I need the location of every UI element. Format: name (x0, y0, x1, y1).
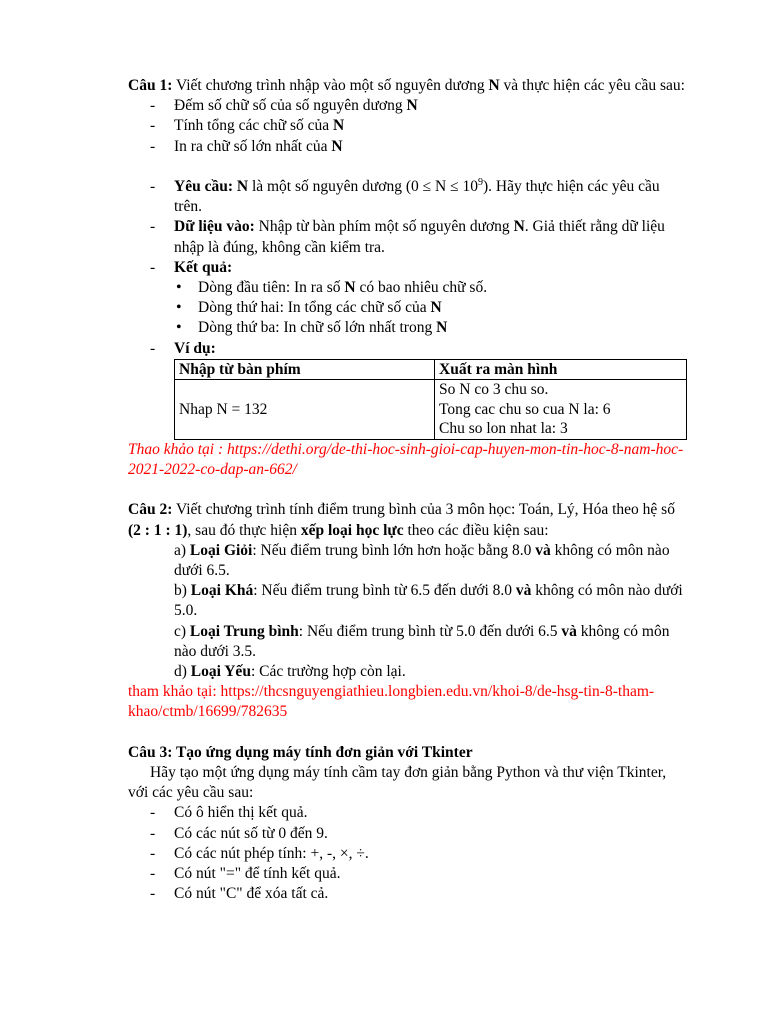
example-table (174, 359, 687, 440)
question-2-statement: Câu 2: Viết chương trình tính điểm trung bình của 3 môn học: Toán, Lý, Hóa theo hệ số (2 : 1 : 1), sau đó thực hiện xếp loại học lực theo các điều kiện sau: (128, 501, 675, 539)
list-item: - Có nút "C" để xóa tất cả. (150, 884, 688, 904)
list-item: • Dòng đầu tiên: In ra số N có bao nhiêu chữ số. (174, 278, 688, 298)
grade-item: a) Loại Giỏi: Nếu điểm trung bình lớn hơn hoặc bằng 8.0 và không có môn nào dưới 6.5. (174, 541, 670, 580)
reference-link-2[interactable]: tham khảo tại: https://thcsnguyengiathieu.longbien.edu.vn/khoi-8/de-hsg-tin-8-tham-khao/ctmb/16699/782635 (128, 683, 655, 721)
list-item: - In ra chữ số lớn nhất của N (150, 137, 688, 157)
table-header-cell: Xuất ra màn hình (435, 359, 687, 380)
document-page (128, 76, 688, 904)
question-3-intro: Hãy tạo một ứng dụng máy tính cầm tay đơn giản bằng Python và thư viện Tkinter, với các yêu cầu sau: (128, 764, 667, 802)
spacer (128, 480, 688, 500)
list-item: - Đếm số chữ số của số nguyên dương N (150, 96, 688, 116)
list-item: - Tính tổng các chữ số của N (150, 116, 688, 136)
question-1-specs (128, 177, 688, 359)
list-item: - Có ô hiển thị kết quả. (150, 803, 688, 823)
list-item: - Có các nút số từ 0 đến 9. (150, 824, 688, 844)
input-item: - Dữ liệu vào: Nhập từ bàn phím một số nguyên dương N. Giả thiết rằng dữ liệu nhập là đúng, không cần kiểm tra. (150, 217, 688, 257)
grade-item: d) Loại Yếu: Các trường hợp còn lại. (174, 663, 406, 681)
spacer (128, 157, 688, 177)
requirement-item: - Yêu cầu: N là một số nguyên dương $(0 \le N \le 10^9)$. Hãy thực hiện các yêu cầu trên. (150, 177, 688, 217)
table-cell-output: So N co 3 chu so. Tong cac chu so cua N la: 6 Chu so lon nhat la: 3 (435, 380, 687, 440)
table-row (175, 380, 687, 440)
reference-link-1[interactable]: Thao khảo tại : https://dethi.org/de-thi-hoc-sinh-gioi-cap-huyen-mon-tin-hoc-8-nam-hoc-2021-2022-co-dap-an-662/ (128, 440, 684, 479)
list-item: - Có nút "=" để tính kết quả. (150, 864, 688, 884)
grade-list (128, 541, 688, 682)
table-header-row (175, 359, 687, 380)
example-item: - Ví dụ: (150, 339, 688, 359)
grade-item: c) Loại Trung bình: Nếu điểm trung bình từ 5.0 đến dưới 6.5 và không có môn nào dưới 3.5. (174, 622, 670, 660)
question-1-tasks (128, 96, 688, 157)
question-1-statement: Câu 1: Viết chương trình nhập vào một số nguyên dương N và thực hiện các yêu cầu sau: (128, 77, 685, 94)
list-item: • Dòng thứ hai: In tổng các chữ số của N (174, 298, 688, 318)
table-header-cell: Nhập từ bàn phím (175, 359, 435, 380)
question-1-label: Câu 1: (128, 77, 173, 94)
table-cell-input: Nhap N = 132 (175, 380, 435, 440)
result-lines (174, 278, 688, 339)
spacer (128, 723, 688, 743)
grade-item: b) Loại Khá: Nếu điểm trung bình từ 6.5 đến dưới 8.0 và không có môn nào dưới 5.0. (174, 582, 683, 620)
question-3-items (128, 803, 688, 904)
list-item: • Dòng thứ ba: In chữ số lớn nhất trong N (174, 318, 688, 338)
list-item: - Có các nút phép tính: +, -, ×, ÷. (150, 844, 688, 864)
question-2-label: Câu 2: (128, 501, 173, 519)
question-3-title: Câu 3: Tạo ứng dụng máy tính đơn giản với Tkinter (128, 743, 473, 761)
result-item: - Kết quả: • Dòng đầu tiên: In ra số N có bao nhiêu chữ số. • Dòng thứ hai: In tổng các chữ số của N • Dòng thứ ba: In chữ số lớn nhất trong N (150, 258, 688, 339)
